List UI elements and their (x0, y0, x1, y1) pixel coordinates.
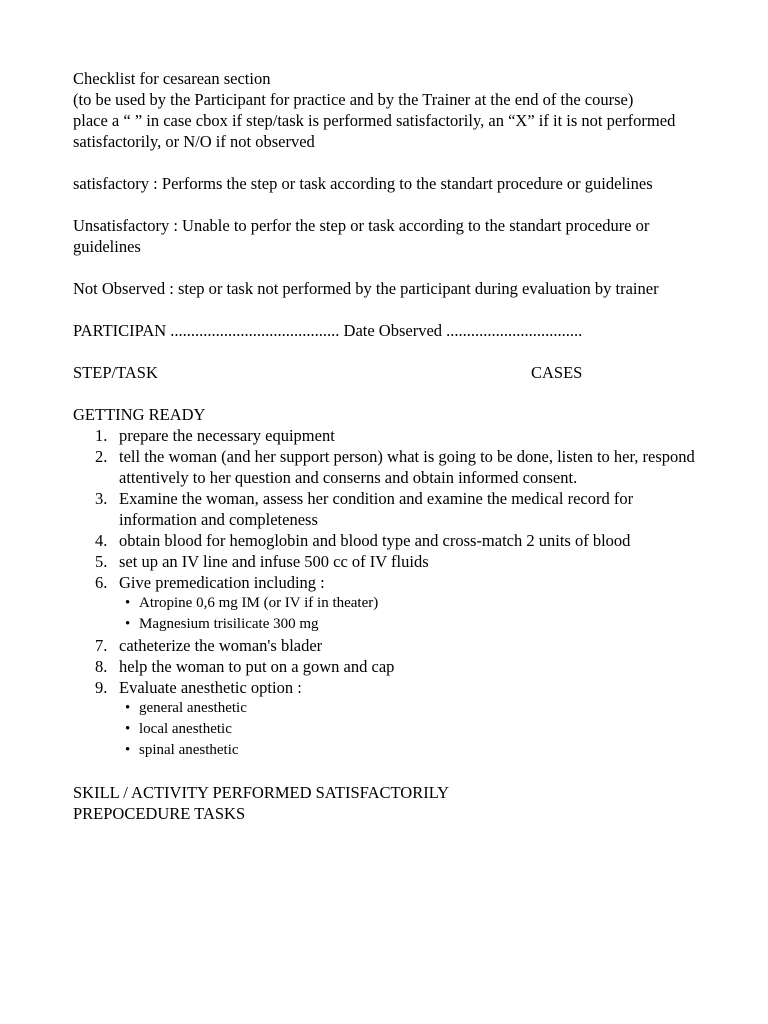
step-number: 5. (95, 552, 108, 571)
footer-skill-line: SKILL / ACTIVITY PERFORMED SATISFACTORILY (73, 783, 450, 802)
premedication-list (119, 593, 713, 635)
step-text: Examine the woman, assess her condition and examine the medical record for information and completeness (119, 489, 634, 529)
bullet-icon: • (125, 742, 131, 758)
step-text: obtain blood for hemoglobin and blood type and cross-match 2 units of blood (119, 531, 631, 550)
step-text: Give premedication including : (119, 573, 325, 592)
list-item (73, 572, 713, 635)
step-text: Evaluate anesthetic option : (119, 678, 302, 697)
list-item (73, 551, 713, 572)
step-text: prepare the necessary equipment (119, 426, 335, 445)
steps-list (73, 425, 713, 761)
premedication-item: Magnesium trisilicate 300 mg (139, 616, 319, 632)
list-item (119, 740, 713, 761)
list-item (73, 530, 713, 551)
anesthetic-options-list (119, 698, 713, 761)
bullet-icon: • (125, 700, 131, 716)
list-item (73, 446, 713, 488)
anesthetic-option: local anesthetic (139, 721, 232, 737)
step-text: tell the woman (and her support person) what is going to be done, listen to her, respond attentively to her question and conserns and obtain informed consent. (119, 447, 695, 487)
step-text: set up an IV line and infuse 500 cc of IV fluids (119, 552, 429, 571)
document-title: Checklist for cesarean section (73, 69, 271, 88)
list-item (73, 656, 713, 677)
step-number: 3. (95, 489, 108, 508)
section-title-getting-ready: GETTING READY (73, 405, 206, 424)
bullet-icon: • (125, 721, 131, 737)
step-number: 7. (95, 636, 108, 655)
bullet-icon: • (125, 595, 131, 611)
step-number: 9. (95, 678, 108, 697)
anesthetic-option: general anesthetic (139, 700, 247, 716)
list-item (119, 719, 713, 740)
step-task-header: STEP/TASK (73, 363, 158, 382)
list-item (73, 488, 713, 530)
list-item (73, 425, 713, 446)
step-number: 8. (95, 657, 108, 676)
premedication-item: Atropine 0,6 mg IM (or IV if in theater) (139, 595, 379, 611)
anesthetic-option: spinal anesthetic (139, 742, 239, 758)
cases-header: CASES (531, 363, 583, 382)
footer-tasks-line: PREPOCEDURE TASKS (73, 804, 246, 823)
column-headers (73, 362, 713, 383)
list-item (119, 593, 713, 614)
step-number: 2. (95, 447, 108, 466)
list-item (119, 614, 713, 635)
step-number: 6. (95, 573, 108, 592)
definition-satisfactory: satisfactory : Performs the step or task according to the standart procedure or guidelines (73, 174, 653, 193)
participant-date-line: PARTICIPAN ......................................... Date Observed ................................. (73, 321, 583, 340)
bullet-icon: • (125, 616, 131, 632)
list-item (73, 677, 713, 761)
step-number: 1. (95, 426, 108, 445)
step-text: catheterize the woman's blader (119, 636, 323, 655)
list-item (73, 635, 713, 656)
step-text: help the woman to put on a gown and cap (119, 657, 395, 676)
definition-not-observed: Not Observed : step or task not performed by the participant during evaluation by trainer (73, 279, 659, 298)
definition-unsatisfactory: Unsatisfactory : Unable to perfor the step or task according to the standart procedure or guidelines (73, 216, 650, 256)
list-item (119, 698, 713, 719)
document-instructions: place a “ ” in case cbox if step/task is performed satisfactorily, an “X” if it is not performed satisfactorily, or N/O if not observed (73, 111, 676, 151)
step-number: 4. (95, 531, 108, 550)
document-subtitle: (to be used by the Participant for practice and by the Trainer at the end of the course) (73, 90, 634, 109)
document-page (73, 68, 713, 824)
